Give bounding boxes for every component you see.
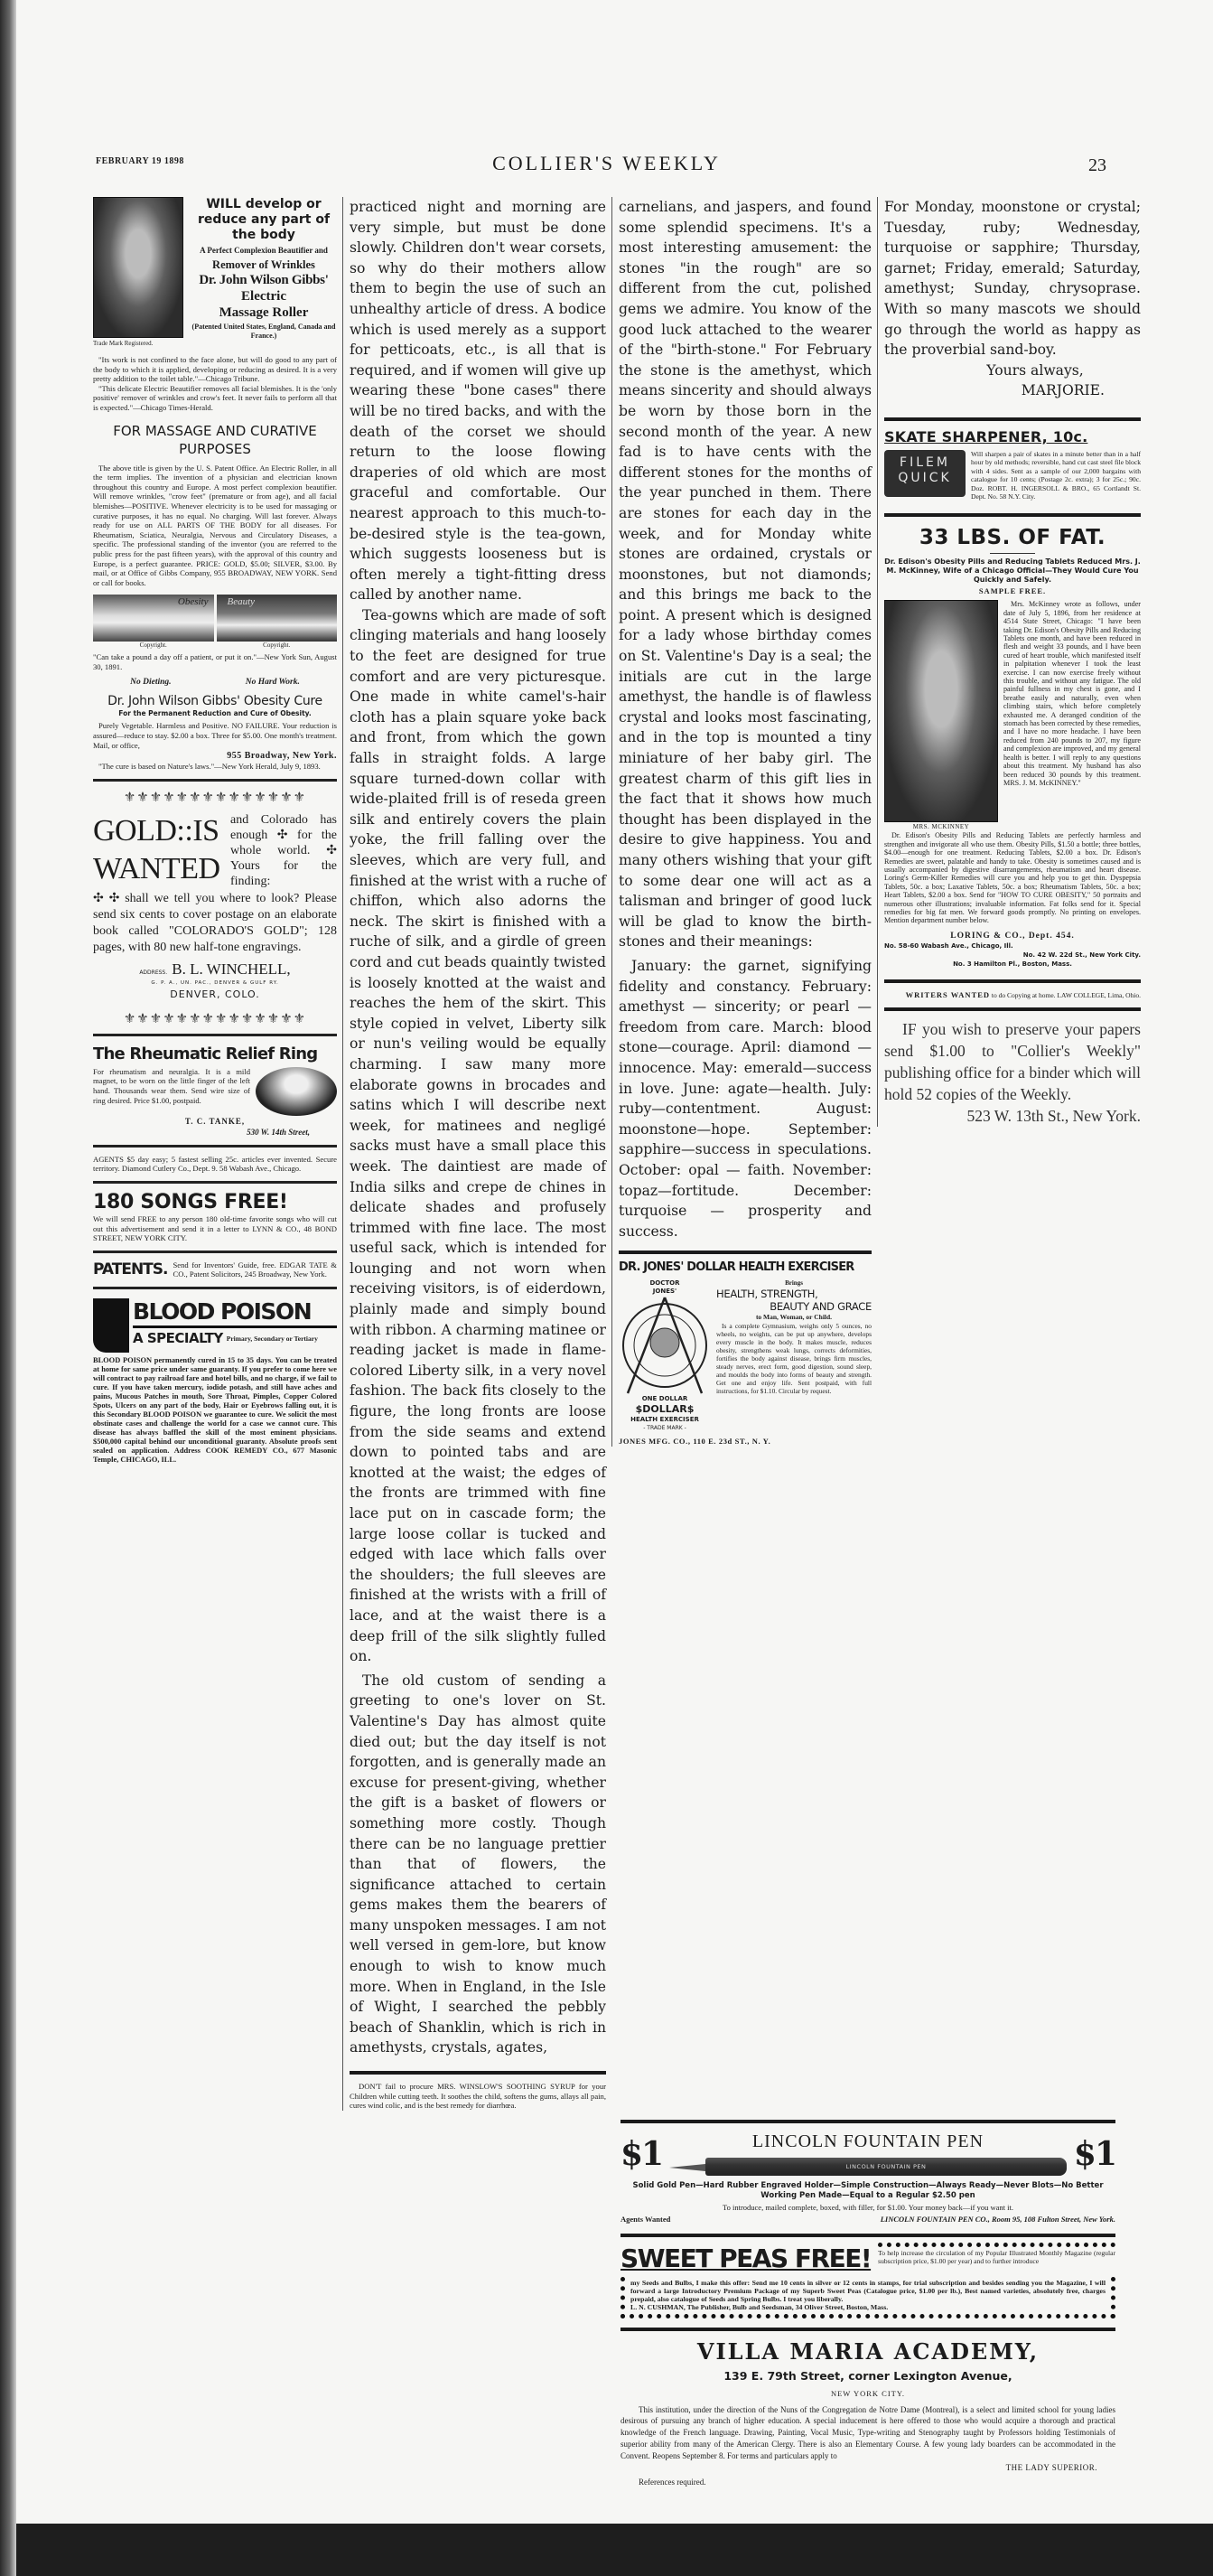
pen-engraving: LINCOLN FOUNTAIN PEN bbox=[845, 2162, 927, 2170]
jones-body: Is a complete Gymnasium, weighs only 5 ounces, no wheels, no weights, can be put up anywhere, develops every muscle in the body. It makes muscle, reduces obesity, strengthens weak lungs, corrects deformities, fortifies the body against disease, brings firm muscles, steady nerves, erect form, good digestion, sound sleep, and moulds the body into forms of beauty and strength. Get one and enjoy life. Sent postpaid, with full instructions, for $1.10. Circular by request. bbox=[716, 1322, 872, 1396]
lincoln-price-right: $1 bbox=[1073, 2134, 1115, 2173]
article-column-3 bbox=[619, 197, 872, 1447]
binder-body: IF you wish to preserve your papers send $1.00 to "Collier's Weekly" publishing office for a binder which will hold 52 copies of the Weekly. bbox=[884, 1019, 1141, 1103]
agents-ad: AGENTS $5 day easy; 5 fastest selling 25c. articles ever invented. Secure territory. Diamond Cutlery Co., Dept. 9. 58 Wabash Ave., Chicago. bbox=[93, 1154, 337, 1174]
patents-body: Send for Inventors' Guide, free. EDGAR TATE & CO., Patent Solicitors, 245 Broadway, New York. bbox=[173, 1260, 337, 1279]
logo-dollars: $DOLLAR$ bbox=[635, 1403, 695, 1416]
gibbs-massage-roller-ad bbox=[93, 197, 337, 772]
skate-sharpener-ad bbox=[884, 428, 1141, 501]
fleur-de-lis-ornament: ⚜⚜⚜⚜⚜⚜⚜⚜⚜⚜⚜⚜⚜⚜ bbox=[123, 1009, 307, 1026]
obesity-pills-ad bbox=[884, 524, 1141, 968]
mrs-mckinney-photo bbox=[884, 600, 998, 822]
peas-signature: L. N. CUSHMAN, The Publisher, Bulb and Seedsman, 34 Oliver Street, Boston, Mass. bbox=[630, 2303, 889, 2312]
page-number: 23 bbox=[1088, 155, 1106, 175]
ad-divider bbox=[93, 1181, 337, 1184]
file-block-text1: FILEM bbox=[900, 454, 950, 470]
blood-specialty: A SPECIALTY bbox=[133, 1330, 223, 1346]
ring-body: For rheumatism and neuralgia. It is a mild magnet, to be worn on the little finger of the left hand. Thousands wear them. Send wire size of ring desired. Price $1.00, postpaid. bbox=[93, 1066, 250, 1105]
songs-headline: 180 SONGS FREE! bbox=[93, 1191, 288, 1214]
ad-divider bbox=[884, 417, 1141, 421]
ad-divider bbox=[350, 2071, 606, 2075]
villa-city: NEW YORK CITY. bbox=[830, 2388, 906, 2398]
chicago-tribune-quote: "Its work is not confined to the face alone, but will do good to any part of the body to which it is applied, developing or reducing as desired. It is a very pretty addition to the toilet table."—Chicago Tribune. bbox=[93, 355, 337, 384]
obesity-cure-body: Purely Vegetable. Harmless and Positive. NO FAILURE. Your reduction is assured—reduce to stay. $2.00 a box. Three for $5.00. One month's treatment. Mail, or office, bbox=[93, 721, 337, 750]
logo-health-exerciser: HEALTH EXERCISER bbox=[630, 1416, 699, 1424]
jones-headline: DR. JONES' DOLLAR HEALTH EXERCISER bbox=[619, 1260, 854, 1275]
rheumatic-ring-ad bbox=[93, 1044, 337, 1138]
issue-date: FEBRUARY 19 1898 bbox=[96, 156, 184, 166]
file-block-text2: QUICK bbox=[898, 470, 952, 485]
scan-bottom-edge bbox=[0, 2524, 1213, 2576]
fountain-pen-image bbox=[669, 2156, 1067, 2178]
article-paragraph: carnelians, and jaspers, and found some splendid specimens. It's a most interesting amusement: the stones "in the rough" are so different from the cut, polished gems we admire. You know of the good luck attached to the wearer of the "birth-stone." For February the stone is the amethyst, which means sincerity and should always be worn by those born in the second month of the year. A new fad is to have cents with the different stones for the months of the year punched in them. There are stones for each day in the week, and for Monday white stones are ordained, crystals or moonstones, but not diamonds; and this brings me back to the point. A present which is designed for a lady whose birthday comes on St. Valentine's Day is a seal; the initials are cut in the large amethyst, the handle is of flawless crystal and looks most fascinating, and in the top is mounted a tiny miniature of her baby girl. The greatest charm of this gift lies in the fact that it shows how much thought has been displayed in the desire to give happiness. You and many others wishing that your gift to some dear one will act as a talisman and bringer of good luck will be glad to know the birth-stones and their meanings: bbox=[619, 199, 872, 951]
gold-side-text: and Colorado has enough ✣ for the whole world. ✣ Yours for the finding: bbox=[230, 812, 337, 888]
songs-free-ad bbox=[93, 1191, 337, 1243]
copyright-right: Copyright. bbox=[263, 642, 291, 650]
no-hard-work-label: No Hard Work. bbox=[245, 678, 300, 688]
fat-headline: 33 LBS. OF FAT. bbox=[919, 526, 1106, 550]
copyright-left: Copyright. bbox=[139, 642, 167, 650]
ad-divider bbox=[93, 1145, 337, 1147]
gibbs-brand2: Electric bbox=[241, 289, 286, 304]
logo-trademark: - TRADE MARK - bbox=[643, 1425, 686, 1432]
winchell-city: DENVER, COLO. bbox=[170, 988, 260, 1000]
lincoln-headline: LINCOLN FOUNTAIN PEN bbox=[751, 2131, 984, 2151]
gold-headline-line2: WANTED bbox=[93, 851, 220, 885]
ring-seller: T. C. TANKE, bbox=[184, 1116, 246, 1126]
peas-headline: SWEET PEAS FREE! bbox=[620, 2243, 872, 2273]
ad-divider bbox=[884, 1007, 1141, 1011]
jones-brings: Brings bbox=[785, 1279, 803, 1288]
times-herald-quote: "This delicate Electric Beautifier removes all facial blemishes. It is the 'only positive' remover of wrinkles and crow's feet. It never fails to perform all that is expected."—Chicago Times-Herald. bbox=[93, 383, 337, 412]
article-paragraph: For Monday, moonstone or crystal; Tuesday, ruby; Wednesday, turquoise or sapphire; Thursday, garnet; Friday, emerald; Saturday, amethyst; Sunday, chrysoprase. With so many mascots we should go through the world as happy as the proverbial sand-boy. bbox=[884, 199, 1141, 359]
obesity-image-label: Obesity bbox=[177, 596, 209, 608]
obesity-arm-image bbox=[93, 595, 214, 642]
blood-headline: BLOOD POISON bbox=[133, 1298, 312, 1325]
file-block-image bbox=[884, 450, 966, 497]
column-grid bbox=[93, 197, 1213, 2111]
villa-signature: THE LADY SUPERIOR. bbox=[1005, 2462, 1097, 2472]
article-signature: MARJORIE. bbox=[1021, 382, 1105, 399]
obesity-cure-title: Dr. John Wilson Gibbs' Obesity Cure bbox=[107, 694, 322, 709]
binder-ad bbox=[884, 1018, 1141, 1127]
no-dieting-label: No Dieting. bbox=[130, 678, 172, 688]
gold-headline-line1: GOLD::IS bbox=[93, 813, 219, 848]
address-label: ADDRESS. bbox=[139, 969, 168, 976]
gibbs-sub2: Remover of Wrinkles bbox=[212, 258, 315, 271]
gibbs-brand1: Dr. John Wilson Gibbs' bbox=[199, 273, 329, 287]
loring-address-new-york: No. 42 W. 22d St., New York City. bbox=[1022, 951, 1141, 959]
article-paragraph: practiced night and morning are very simple, but must be done slowly. Children don't wear corsets, so why do their mothers allow them to begin the use of such an unhealthy article of dress. A bodice which is used merely as a support for petticoats, etc., is all that is required, and if women will give up wearing these "bone cases" there will be no tired backs, and with the death of the corset we should return to the loose flowing draperies of old which are most graceful and comfortable. Our nearest approach to this much-to-be-desired style is the tea-gown, which suggests looseness but is often merely a tight-fitting dress called by another name. bbox=[350, 199, 606, 604]
gibbs-sub1: A Perfect Complexion Beautifier and bbox=[200, 246, 328, 255]
obesity-cure-address: 955 Broadway, New York. bbox=[227, 751, 337, 762]
ad-divider bbox=[884, 979, 1141, 983]
ring-address: 530 W. 14th Street, bbox=[247, 1127, 310, 1137]
jones-logo-seal bbox=[619, 1279, 711, 1432]
article-closing: Yours always, bbox=[986, 361, 1084, 379]
winchell-title: G. P. A., UN. PAC., DENVER & GULF RY. bbox=[151, 979, 279, 986]
logo-doctor-text: DOCTOR bbox=[649, 1279, 680, 1288]
fat-ad-body: Dr. Edison's Obesity Pills and Reducing Tablets are perfectly harmless and strengthen and invigorate all who use them. Obesity Pills, $1.50 a bottle; three bottles, $4.00—enough for one treatment. Reducing Tablets, $2.00 a box. Dr. Edison's Remedies are sweet, palatable and handy to take. Obesity is sometimes caused and is usually accompanied by digestive disarrangements, rheumatism and heart disease. Loring's Germ-Killer Remedies will cure you and help you to get thin. Dyspepsia Tablets, 50c. a box; Laxative Tablets, 50c. a box; Rheumatism Tablets, 50c. a box; Heart Tablets, $2.00 a box. Send for "HOW TO CURE OBESITY," 50 portraits and numerous other illustrations; invaluable information. Fat folks send for it. Special remedies for big fat men. We forward goods promptly. No printing on envelopes. Mention department number below. bbox=[884, 831, 1141, 925]
writers-text: to do Copying at home. LAW COLLEGE, Lima, Ohio. bbox=[991, 990, 1141, 999]
lincoln-price-left: $1 bbox=[620, 2134, 663, 2173]
winchell-name: B. L. WINCHELL, bbox=[172, 960, 291, 978]
loring-address-boston: No. 3 Hamilton Pl., Boston, Mass. bbox=[953, 960, 1072, 968]
gold-body: ✣ ✣ shall we tell you where to look? Please send six cents to cover postage on an elaborate book called "COLORADO'S GOLD"; 128 pages, with 80 new half-tone engravings. bbox=[93, 891, 337, 954]
fleur-de-lis-ornament: ⚜⚜⚜⚜⚜⚜⚜⚜⚜⚜⚜⚜⚜⚜ bbox=[123, 788, 307, 805]
article-paragraph: January: the garnet, signifying fidelity and constancy. February: amethyst — sincerity; or pearl — freedom from care. March: blood stone—courage. April: diamond —innocence. May: emerald—success in love. June: agate—health. July: ruby—contentment. August: moonstone—hope. September: sapphire—success in speculations. October: opal — faith. November: topaz—fortitude. December: turquoise — prosperity and success. bbox=[619, 957, 872, 1240]
ad-divider bbox=[93, 1251, 337, 1253]
jones-seal-graphic bbox=[619, 1296, 711, 1395]
fat-subheadline: Dr. Edison's Obesity Pills and Reducing Tablets Reduced Mrs. J. M. McKinney, Wife of a Chicago Official—They Would Cure You Quickly and Safely. bbox=[884, 557, 1141, 585]
skate-headline: SKATE SHARPENER, 10c. bbox=[884, 427, 1088, 445]
binder-address: 523 W. 13th St., New York. bbox=[966, 1106, 1141, 1125]
woman-with-roller-photo bbox=[93, 197, 183, 338]
mckinney-letter: Mrs. McKinney wrote as follows, under date of July 5, 1896, from her residence at 4514 State Street, Chicago: "I have been taking Dr. Edison's Obesity Pills and Reducing Tablets one month, and have been reduced in flesh and weight 33 pounds, and I have been cured of heart trouble, which manifested itself in palpitation whenever I took the least exercise. I can now exercise freely without this trouble, and without any fatigue. The old painful fullness in my chest is gone, and I breathe easily and naturally, even when climbing stairs, which before completely exhausted me. A deranged condition of the stomach has been corrected by these remedies, and I have no more headache. I have been reduced from 240 pounds to 207, my figure and complexion are improved, and my general health is better. I will reply to any questions about this treatment. My husband has also been reduced 30 pounds by this treatment. MRS. J. M. McKINNEY." bbox=[1003, 600, 1141, 787]
logo-one-dollar: ONE DOLLAR bbox=[641, 1395, 688, 1403]
villa-maria-ad bbox=[620, 2328, 1115, 2487]
trademark-caption: Trade Mark Registered. bbox=[93, 340, 154, 347]
villa-headline: VILLA MARIA ACADEMY, bbox=[696, 2337, 1040, 2365]
villa-body: This institution, under the direction of the Nuns of the Congregation de Notre Dame (Montreal), is a select and limited school for young ladies desirous of pursuing any branch of higher education. A special inducement is here offered to those who would acquire a thorough and practical knowledge of the French language. Drawing, Painting, Vocal Music, Type-writing and Stenography taught by Professors holding Testimonials of superior ability from many of the American Clergy. There is also an Elementary Course. A few young lady boarders can be accommodated in the Convent. Reopens September 8. For terms and particulars apply to bbox=[620, 2404, 1115, 2460]
villa-address: 139 E. 79th Street, corner Lexington Avenue, bbox=[723, 2368, 1012, 2383]
gibbs-patent: (Patented United States, England, Canada and France.) bbox=[191, 323, 336, 340]
logo-jones-text: JONES' bbox=[652, 1288, 677, 1296]
ad-divider bbox=[93, 1287, 337, 1289]
patents-ad bbox=[93, 1260, 337, 1279]
loring-address-chicago: No. 58-60 Wabash Ave., Chicago, Ill. bbox=[884, 941, 1013, 950]
writers-headline: WRITERS WANTED bbox=[905, 989, 991, 999]
ad-divider bbox=[619, 1251, 872, 1254]
drop-cap-b-graphic bbox=[93, 1298, 129, 1353]
ad-divider bbox=[620, 2328, 1115, 2331]
colorado-gold-ad bbox=[93, 812, 337, 1001]
article-column-4 bbox=[884, 197, 1141, 1127]
jones-exerciser-ad bbox=[619, 1251, 872, 1447]
jones-tag2: BEAUTY AND GRACE bbox=[770, 1300, 872, 1314]
obesity-cure-subtitle: For the Permanent Reduction and Cure of Obesity. bbox=[118, 709, 312, 718]
newspaper-page bbox=[16, 0, 1213, 2524]
article-paragraph: The old custom of sending a greeting to one's lover on St. Valentine's Day has almost quite died out; but the day itself is not forgotten, and is generally made an excuse for present-giving, whether the gift is a basket of flowers or something more costly. Though there can be no language prettier than that of flowers, the significance attached to certain gems makes them the bearers of many unspoken messages. I am not well versed in gem-lore, but know enough to wish to know much more. When in England, in the Isle of Wight, I searched the pebbly beach of Shanklin, which is rich in amethysts, crystals, agates, bbox=[350, 1672, 606, 2056]
lincoln-company: LINCOLN FOUNTAIN PEN CO., Room 95, 108 Fulton Street, New York. bbox=[880, 2214, 1115, 2224]
blood-side: Primary, Secondary or Tertiary bbox=[226, 1334, 318, 1343]
sample-free-label: SAMPLE FREE. bbox=[978, 586, 1047, 596]
jones-tag1: HEALTH, STRENGTH, bbox=[716, 1288, 818, 1301]
lincoln-line2: To introduce, mailed complete, boxed, with filler, for $1.00. Your money back—if you want it. bbox=[723, 2202, 1013, 2212]
wide-ads-area bbox=[93, 2120, 1213, 2487]
lincoln-pen-ad bbox=[620, 2120, 1115, 2225]
skate-body: Will sharpen a pair of skates in a minute better than in a half hour by old methods; reversible, hand cut cast steel file block with 4 sides. Sent as a sample of our 2,000 bargains with catalogue for 10 cents; (Postage 2c. extra); 3 for 25c.; 90c. Doz. ROBT. H. INGERSOLL & BRO., 65 Cortlandt St. Dept. No. 58 N.Y. City. bbox=[971, 449, 1141, 501]
massage-section-body: The above title is given by the U. S. Patent Office. An Electric Roller, in all the term implies. The invention of a physician and electrician known throughout this country and Europe. A most perfect complexion beautifier. Will remove wrinkles, "crow feet" (premature or from age), and all facial blemishes—POSITIVE. Whenever electricity is to be used for massaging or curative purposes, it has no equal. No charging. Will last forever. Always ready for use on ALL PARTS OF THE BODY for all diseases. For Rheumatism, Sciatica, Neuralgia, Nervous and Circulatory Diseases, a specific. The professional standing of the inventor (you are referred to the public press for the past fifteen years), with the approval of this country and Europe, is a perfect guarantee. PRICE: GOLD, $5.00; SILVER, $3.00. By mail, or at Office of Gibbs Company, 955 BROADWAY, NEW YORK. Send or call for books. bbox=[93, 463, 337, 587]
ad-divider bbox=[93, 1034, 337, 1036]
ad-divider bbox=[93, 779, 337, 782]
jones-company: JONES MFG. CO., 110 E. 23d ST., N. Y. bbox=[619, 1437, 771, 1447]
ring-headline: The Rheumatic Relief Ring bbox=[93, 1044, 318, 1063]
new-york-herald-quote: "The cure is based on Nature's laws."—New York Herald, July 9, 1893. bbox=[98, 762, 321, 772]
blood-poison-ad bbox=[93, 1298, 337, 1465]
lincoln-line1: Solid Gold Pen—Hard Rubber Engraved Holder—Simple Construction—Always Ready—Never Blots—No Better Working Pen Made—Equal to a Regular $2.50 pen bbox=[632, 2180, 1104, 2200]
new-york-sun-quote: "Can take a pound a day off a patient, or put it on."—New York Sun, August 30, 1891. bbox=[93, 652, 337, 671]
gibbs-brand3: Massage Roller bbox=[219, 305, 309, 320]
page-spine-shadow bbox=[0, 0, 16, 2576]
peas-side-text: To help increase the circulation of my Popular Illustrated Monthly Magazine (regular subscription price, $1.00 per year) and to further introduce bbox=[878, 2248, 1115, 2265]
songs-body: We will send FREE to any person 180 old-time favorite songs who will cut out this advertisement and send it in a letter to LYNN & CO., 48 BOND STREET, NEW YORK CITY. bbox=[93, 1214, 337, 1243]
winslow-syrup-ad: DON'T fail to procure MRS. WINSLOW'S SOOTHING SYRUP for your Children while cutting teeth. It soothes the child, softens the gums, allays all pain, cures wind colic, and is the best remedy for diarrhœa. bbox=[350, 2082, 606, 2111]
ad-divider bbox=[620, 2234, 1115, 2237]
beauty-image-label: Beauty bbox=[227, 596, 256, 608]
masthead-title: COLLIER'S WEEKLY bbox=[492, 152, 721, 174]
peas-body: my Seeds and Bulbs, I make this offer: Send me 10 cents in silver or 12 cents in stamps, for trial subscription and besides sending you the Magazine, I will forward a large Introductory Premium Package of my Superb Sweet Peas (Catalogue price, $1.00 per lb.), Best named varieties, absolutely free, charges prepaid, also catalogue of Seeds and Spring Bulbs. I treat you liberally. bbox=[630, 2278, 1106, 2304]
jones-tag3: to Man, Woman, or Child. bbox=[755, 1313, 833, 1322]
beauty-arm-image bbox=[217, 595, 338, 642]
loring-company: LORING & CO., Dept. 454. bbox=[950, 931, 1075, 941]
photo-caption: MRS. MCKINNEY bbox=[912, 823, 970, 831]
blood-body: BLOOD POISON permanently cured in 15 to 35 days. You can be treated at home for same price under same guaranty. If you prefer to come here we will contract to pay railroad fare and hotel bills, and no charge, if we fail to cure. If you have taken mercury, iodide potash, and still have aches and pains, Mucous Patches in mouth, Sore Throat, Pimples, Copper Colored Spots, Ulcers on any part of the body, Hair or Eyebrows falling out, it is this Secondary BLOOD POISON we guarantee to cure. We solicit the most obstinate cases and challenge the world for a case we cannot cure. This disease has always baffled the skill of the most eminent physicians. $500,000 capital behind our unconditional guaranty. Absolute proofs sent sealed on application. Address COOK REMEDY CO., 677 Masonic Temple, CHICAGO, ILL. bbox=[93, 1356, 337, 1464]
magnetic-ring-image bbox=[256, 1067, 337, 1116]
writers-wanted-ad bbox=[884, 990, 1141, 1000]
massage-section-title: FOR MASSAGE AND CURATIVE PURPOSES bbox=[113, 422, 317, 457]
gibbs-headline: WILL develop or reduce any part of the body bbox=[197, 197, 331, 242]
ad-column-left bbox=[93, 197, 337, 1465]
lincoln-agents-wanted: Agents Wanted bbox=[620, 2214, 671, 2224]
page-header bbox=[16, 0, 1213, 197]
villa-references: References required. bbox=[639, 2477, 706, 2487]
ad-divider bbox=[884, 513, 1141, 517]
patents-headline: PATENTS. bbox=[93, 1260, 168, 1279]
sweet-peas-ad bbox=[620, 2234, 1115, 2318]
ad-divider bbox=[620, 2120, 1115, 2123]
article-paragraph: Tea-gowns which are made of soft clinging materials and hang loosely to the feet are designed for true comfort and are very picturesque. One made in white camel's-hair cloth has a plain square yoke back and front, from which the gown falls in straight folds. A large square turned-down collar with wide-plaited frill is of reseda green silk and entirely covers the plain yoke, the frill falling over the sleeves, which are very full, and finished at the wrist with a ruche of chiffon, which also adorns the neck. The skirt is finished with a ruche of silk, and a girdle of green cord and cut beads quaintly twisted is loosely knotted at the waist and reaches the hem of the skirt. This style copied in velvet, Liberty silk or nun's veiling would be equally charming. I saw many more elaborate gowns in brocades and satins which I will describe next week, for matinees and negligé sacks must have a small place this week. The daintiest are made of India silks and crepe de chines in delicate shades and profusely trimmed with fine lace. The most useful sack, which is intended for lounging and not worn when receiving visitors, is of eiderdown, plainly made and simply bound with ribbon. A charming matinee or reading jacket is made in flame-colored Liberty silk, in a very novel fashion. The back fits closely to the figure, the long fronts are loose from the side seams and extend down to pointed tabs and are knotted at the waist; the edges of the fronts are trimmed with fine lace put on in cascade form; the large loose collar is tucked and edged with lace which falls over the shoulders; the full sleeves are finished at the wrists with a frill of lace, and at the waist there is a deep frill of the silk slightly fulled on. bbox=[350, 606, 606, 1665]
article-column-2 bbox=[350, 197, 606, 2111]
